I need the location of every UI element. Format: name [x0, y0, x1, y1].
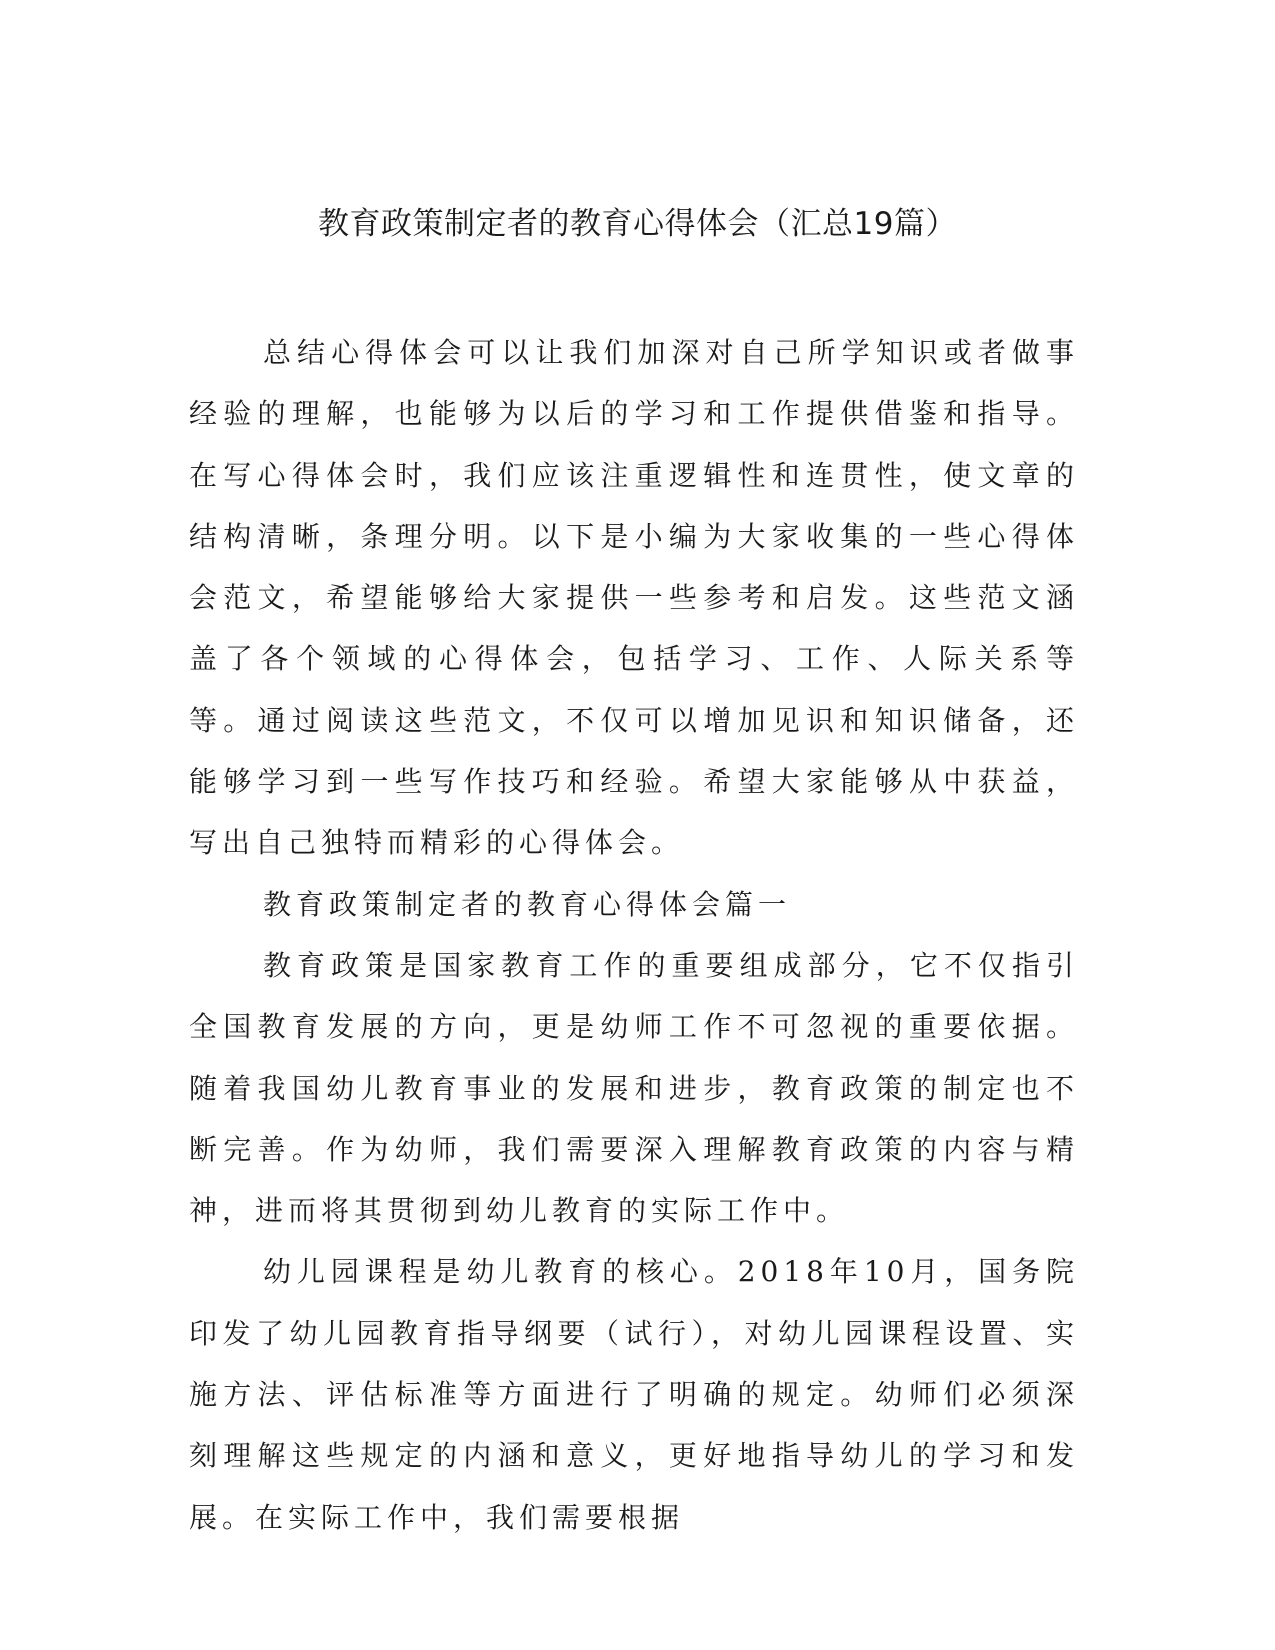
body-paragraph: 幼儿园课程是幼儿教育的核心。2018年10月，国务院印发了幼儿园教育指导纲要（试行），对幼儿园课程设置、实施方法、评估标准等方面进行了明确的规定。幼师们必须深刻理解这些规定的内涵和意义，更好地指导幼儿的学习和发展。在实际工作中，我们需要根据 — [189, 1255, 1079, 1534]
document-body — [189, 322, 1079, 1548]
body-paragraph: 教育政策是国家教育工作的重要组成部分，它不仅指引全国教育发展的方向，更是幼师工作不可忽视的重要依据。随着我国幼儿教育事业的发展和进步，教育政策的制定也不断完善。作为幼师，我们需要深入理解教育政策的内容与精神，进而将其贯彻到幼儿教育的实际工作中。 — [189, 948, 1079, 1228]
section-heading: 教育政策制定者的教育心得体会篇一 — [263, 887, 792, 921]
intro-paragraph: 总结心得体会可以让我们加深对自己所学知识或者做事经验的理解，也能够为以后的学习和工作提供借鉴和指导。在写心得体会时，我们应该注重逻辑性和连贯性，使文章的结构清晰，条理分明。以下是小编为大家收集的一些心得体会范文，希望能够给大家提供一些参考和启发。这些范文涵盖了各个领域的心得体会，包括学习、工作、人际关系等等。通过阅读这些范文，不仅可以增加见识和知识储备，还能够学习到一些写作技巧和经验。希望大家能够从中获益，写出自己独特而精彩的心得体会。 — [189, 336, 1079, 860]
document-title: 教育政策制定者的教育心得体会（汇总19篇） — [318, 206, 957, 242]
